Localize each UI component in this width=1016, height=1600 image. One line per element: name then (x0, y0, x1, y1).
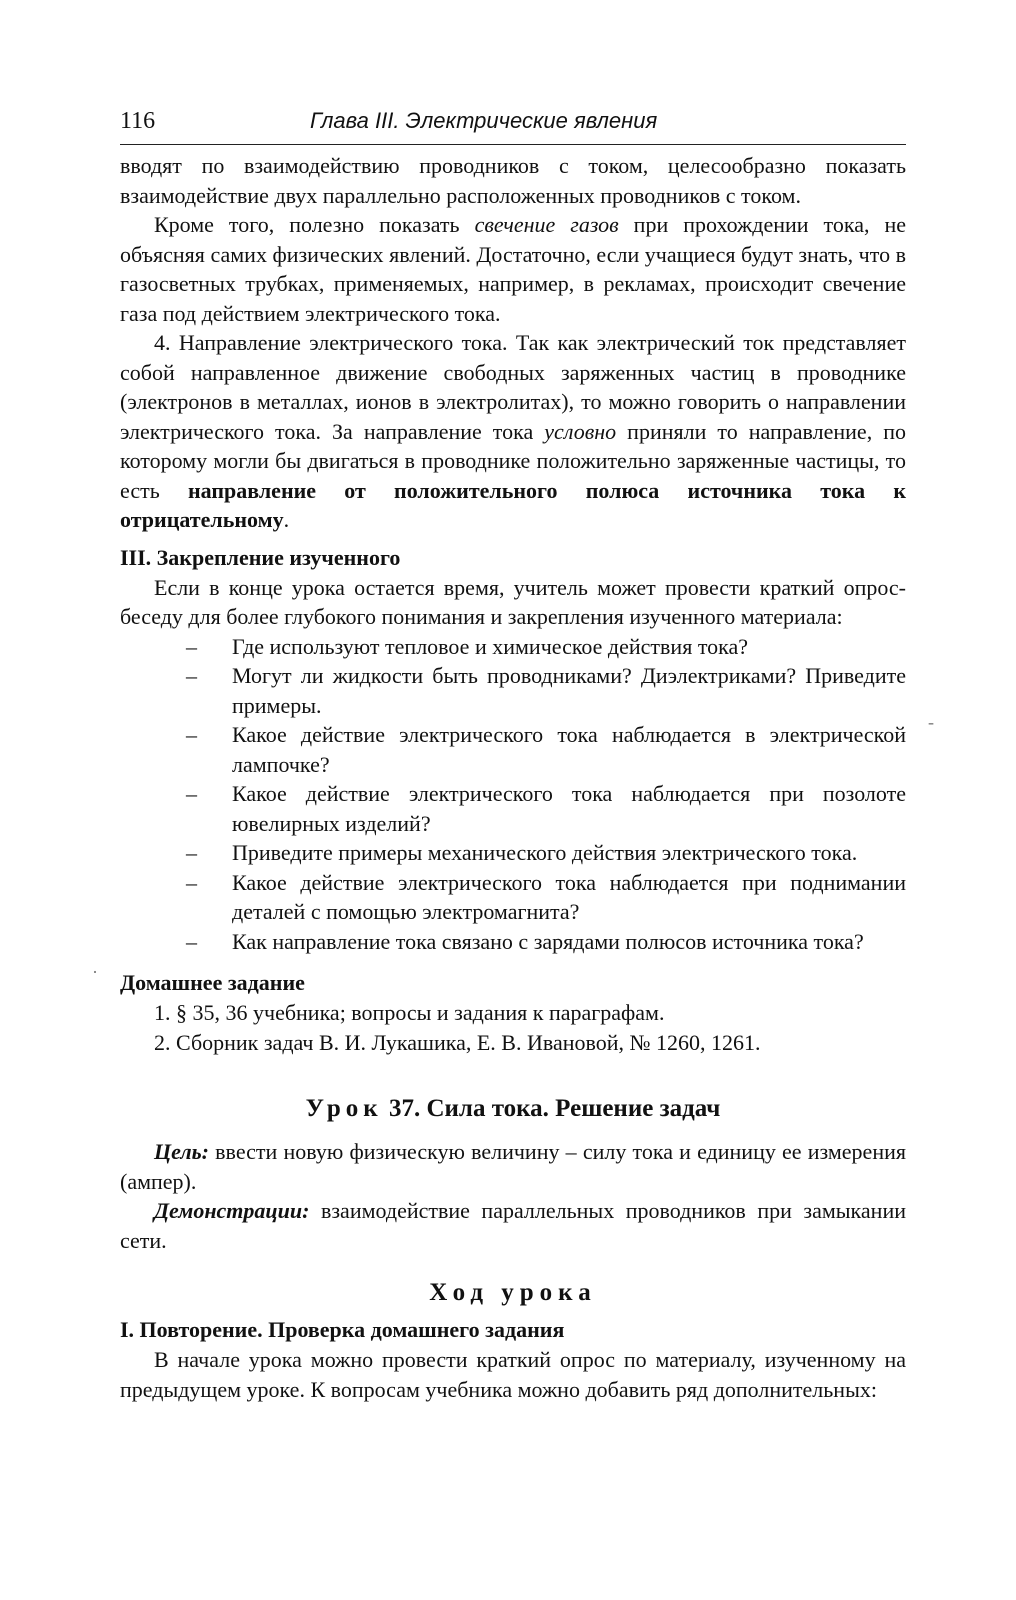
list-item (120, 779, 906, 838)
question-list (120, 632, 906, 957)
list-item (120, 720, 906, 779)
demonstrations-text: взаимодействие параллельных проводников при замыкании сети. (120, 1198, 906, 1253)
paragraph-gas-glow (120, 210, 906, 328)
paragraph-current-direction (120, 328, 906, 535)
dash-marker: – (186, 722, 197, 747)
page-header (120, 108, 906, 145)
book-page (120, 108, 906, 1404)
dash-marker: – (186, 869, 197, 895)
paragraph-review: В начале урока можно провести краткий опрос по материалу, изученному на предыдущем уроке. К вопросам учебника можно добавить ряд дополнительных: (120, 1347, 906, 1402)
text-run: 4. Направление электрического тока. Так как электрический ток представляет собой направленное движение свободных заряженных частиц в проводнике (электронов в металлах, ионов в электролитах), то можно говорить о направлении электрического тока. За направление тока (120, 330, 906, 444)
question-text: Какое действие электрического тока наблюдается в электрической лампочке? (232, 722, 906, 777)
goal-label: Цель: (154, 1139, 209, 1164)
running-title: Глава III. Электрические явления (310, 108, 658, 133)
question-text: Приведите примеры механического действия электрического тока. (232, 840, 858, 865)
page-number: 116 (120, 108, 156, 134)
emphasis-text: свечение газов (474, 212, 619, 237)
margin-speck: - (928, 712, 934, 732)
paragraph-quiz-intro: Если в конце урока остается время, учитель может провести краткий опрос-беседу для более глубокого понимания и закрепления изученного материала: (120, 574, 906, 629)
homework-item: 1. § 35, 36 учебника; вопросы и задания к параграфам. (154, 1000, 665, 1025)
dash-marker: – (186, 781, 197, 806)
homework-heading: Домашнее задание (120, 970, 305, 995)
margin-speck: · (92, 962, 98, 982)
question-text: Какое действие электрического тока наблюдается при позолоте ювелирных изделий? (232, 781, 906, 836)
section-heading-consolidation: III. Закрепление изученного (120, 544, 401, 570)
list-item (120, 868, 906, 927)
list-item (120, 927, 906, 957)
homework-item: 2. Сборник задач В. И. Лукашика, Е. В. Ивановой, № 1260, 1261. (154, 1029, 761, 1055)
question-text: Где используют тепловое и химическое действия тока? (232, 633, 749, 659)
text-run: приняли то направление, по которому могли бы двигаться в проводнике положительно заряженные частицы, то есть (120, 418, 906, 503)
list-item (120, 632, 906, 662)
emphasis-text: условно (544, 418, 617, 444)
text-run: . (283, 507, 290, 532)
lesson-demonstrations (120, 1196, 906, 1255)
question-text: Какое действие электрического тока наблюдается при поднимании деталей с помощью электромагнита? (232, 869, 906, 924)
lesson-title-rest: 37. Сила тока. Решение задач (382, 1095, 721, 1122)
question-text: Могут ли жидкости быть проводниками? Диэлектриками? Приведите примеры. (232, 663, 906, 718)
section-heading-review: I. Повторение. Проверка домашнего задания (120, 1317, 565, 1342)
dash-marker: – (186, 840, 197, 865)
paragraph-continuation: вводят по взаимодействию проводников с током, целесообразно показать взаимодействие двух параллельно расположенных проводников с током. (120, 153, 906, 208)
lesson-goal (120, 1137, 906, 1196)
demonstrations-label: Демонстрации: (154, 1198, 310, 1223)
homework-list (120, 998, 906, 1057)
course-heading: Ход урока (429, 1279, 597, 1306)
dash-marker: – (186, 928, 197, 954)
text-run: при прохождении тока, не объясняя самих физических явлений. Достаточно, если учащиеся будут знать, что в газосветных трубках, применяемых, например, в рекламах, происходит свечение газа под действием электрического тока. (120, 212, 906, 326)
list-item (120, 661, 906, 720)
goal-text: ввести новую физическую величину – силу тока и единицу ее измерения (ампер). (120, 1139, 906, 1194)
dash-marker: – (186, 633, 197, 659)
text-run: Кроме того, полезно показать (154, 212, 475, 237)
lesson-title (120, 1095, 906, 1123)
lesson-word: Урок (305, 1095, 383, 1122)
bold-text: направление от положительного полюса источника тока к отрицательному (120, 477, 906, 532)
question-text: Как направление тока связано с зарядами полюсов источника тока? (232, 928, 864, 954)
list-item (120, 838, 906, 868)
dash-marker: – (186, 663, 197, 688)
